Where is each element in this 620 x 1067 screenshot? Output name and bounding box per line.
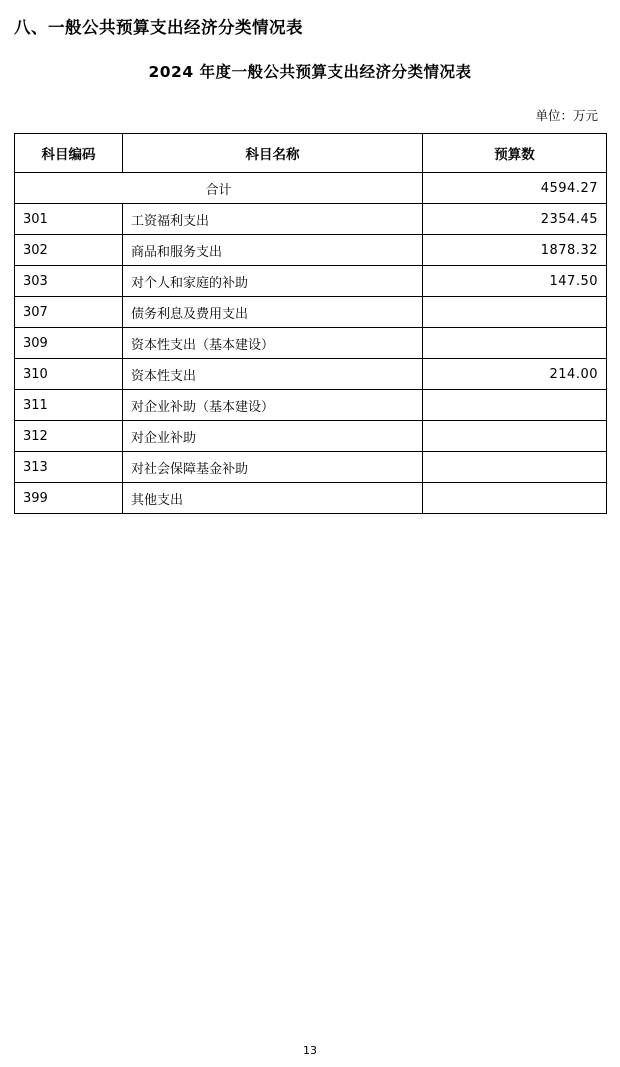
- cell-budget-value: [423, 421, 607, 452]
- table-row: [15, 297, 607, 328]
- table-row: [15, 266, 607, 297]
- total-label: 合计: [15, 173, 423, 204]
- cell-budget-value: 214.00: [423, 359, 607, 390]
- page-title: 2024 年度一般公共预算支出经济分类情况表: [148, 63, 472, 81]
- cell-subject-name: 对企业补助: [123, 421, 423, 452]
- table-row: [15, 390, 607, 421]
- cell-budget-value: [423, 452, 607, 483]
- table-row: [15, 204, 607, 235]
- budget-table: [14, 133, 607, 514]
- column-header-name: 科目名称: [123, 134, 423, 173]
- cell-subject-name: 其他支出: [123, 483, 423, 514]
- unit-label: 单位：万元: [535, 108, 598, 123]
- table-row: [15, 328, 607, 359]
- cell-subject-code: 302: [15, 235, 123, 266]
- table-row-total: [15, 173, 607, 204]
- cell-budget-value: 147.50: [423, 266, 607, 297]
- table-row: [15, 421, 607, 452]
- cell-subject-name: 对社会保障基金补助: [123, 452, 423, 483]
- cell-subject-code: 307: [15, 297, 123, 328]
- cell-budget-value: [423, 297, 607, 328]
- table-row: [15, 359, 607, 390]
- page-number: 13: [303, 1044, 317, 1057]
- cell-subject-name: 工资福利支出: [123, 204, 423, 235]
- cell-budget-value: [423, 390, 607, 421]
- cell-subject-code: 312: [15, 421, 123, 452]
- cell-budget-value: 1878.32: [423, 235, 607, 266]
- cell-subject-code: 309: [15, 328, 123, 359]
- cell-subject-name: 债务利息及费用支出: [123, 297, 423, 328]
- cell-subject-name: 商品和服务支出: [123, 235, 423, 266]
- cell-subject-code: 303: [15, 266, 123, 297]
- cell-subject-name: 资本性支出: [123, 359, 423, 390]
- table-row: [15, 483, 607, 514]
- section-heading: 八、一般公共预算支出经济分类情况表: [14, 18, 303, 37]
- cell-budget-value: [423, 328, 607, 359]
- cell-subject-code: 313: [15, 452, 123, 483]
- cell-subject-code: 399: [15, 483, 123, 514]
- cell-subject-name: 对企业补助（基本建设）: [123, 390, 423, 421]
- cell-subject-code: 310: [15, 359, 123, 390]
- cell-budget-value: [423, 483, 607, 514]
- column-header-value: 预算数: [423, 134, 607, 173]
- table-header-row: [15, 134, 607, 173]
- table-row: [15, 235, 607, 266]
- cell-subject-name: 对个人和家庭的补助: [123, 266, 423, 297]
- column-header-code: 科目编码: [15, 134, 123, 173]
- cell-subject-name: 资本性支出（基本建设）: [123, 328, 423, 359]
- cell-subject-code: 311: [15, 390, 123, 421]
- document-page: [0, 8, 620, 1067]
- cell-subject-code: 301: [15, 204, 123, 235]
- table-row: [15, 452, 607, 483]
- cell-budget-value: 2354.45: [423, 204, 607, 235]
- total-value: 4594.27: [423, 173, 607, 204]
